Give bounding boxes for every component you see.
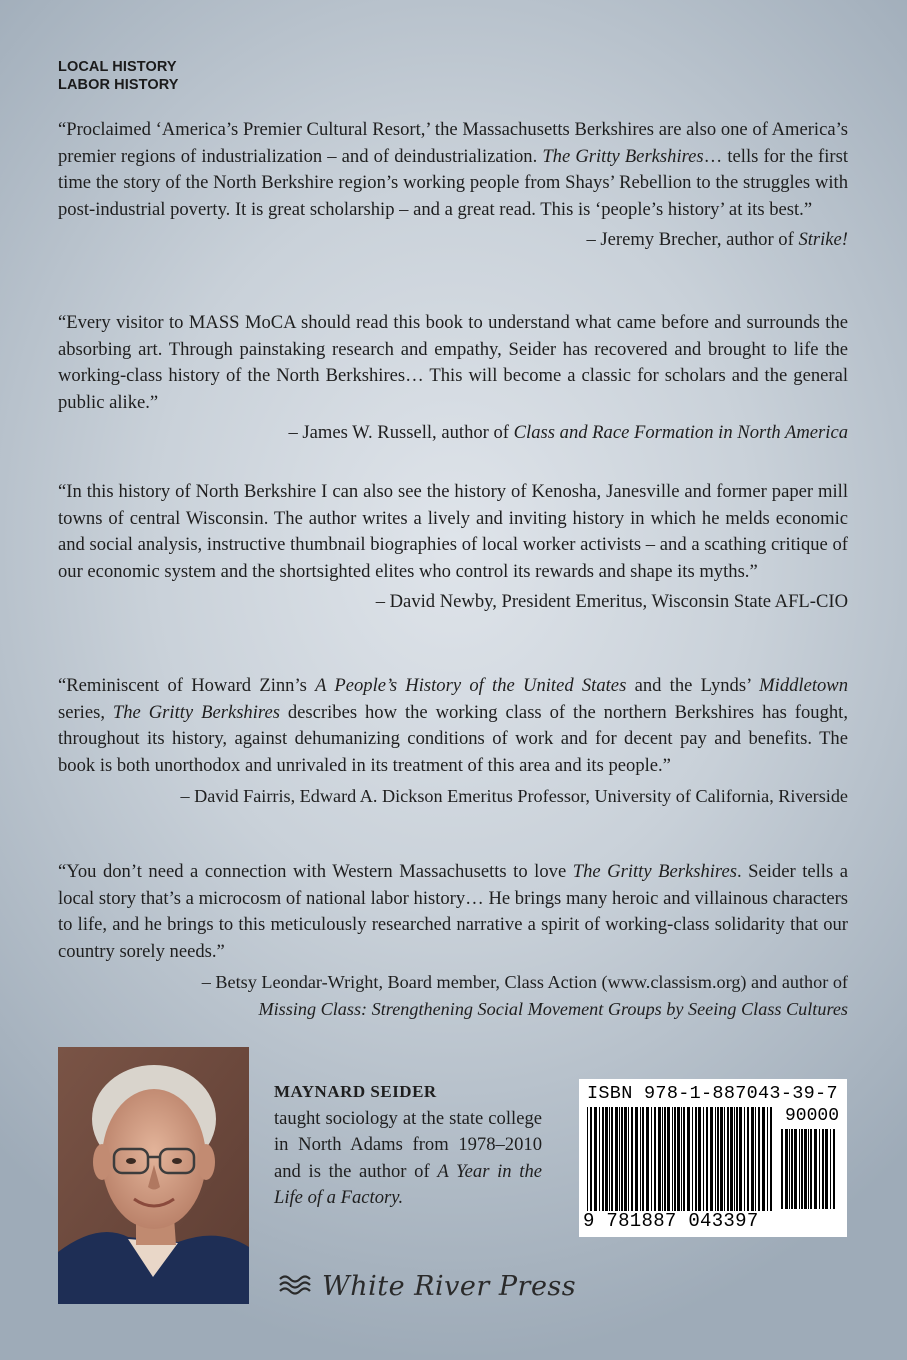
barcode-bar bbox=[747, 1107, 749, 1211]
blurb-attribution: – James W. Russell, author of Class and Race Formation in North America bbox=[288, 422, 848, 444]
barcode-bar bbox=[706, 1107, 708, 1211]
barcode-bar bbox=[635, 1107, 638, 1211]
ean-digits: 9 781887 043397 bbox=[583, 1210, 759, 1232]
barcode-bar bbox=[801, 1129, 803, 1209]
barcode-bar bbox=[590, 1107, 592, 1211]
barcode-bar bbox=[739, 1107, 742, 1211]
barcode-bar bbox=[599, 1107, 600, 1211]
price-barcode-bars bbox=[781, 1129, 839, 1229]
isbn-number: ISBN 978-1-887043-39-7 bbox=[587, 1083, 838, 1104]
barcode-bar bbox=[646, 1107, 649, 1211]
barcode-bar bbox=[730, 1107, 733, 1211]
barcode-bar bbox=[698, 1107, 701, 1211]
barcode-bar bbox=[814, 1129, 817, 1209]
blurb-russell bbox=[58, 310, 848, 447]
price-code: 90000 bbox=[784, 1106, 839, 1126]
barcode-bar bbox=[672, 1107, 673, 1211]
barcode-bar bbox=[762, 1107, 765, 1211]
barcode-bar bbox=[605, 1107, 608, 1211]
blurb-attribution-book: Missing Class: Strengthening Social Movement Groups by Seeing Class Cultures bbox=[258, 998, 848, 1019]
barcode-bar bbox=[662, 1107, 663, 1211]
publisher-name: White River Press bbox=[322, 1271, 577, 1302]
author-name: MAYNARD SEIDER bbox=[274, 1082, 437, 1101]
barcode-bar bbox=[674, 1107, 676, 1211]
barcode-bar bbox=[658, 1107, 661, 1211]
blurb-attribution: – Jeremy Brecher, author of Strike! bbox=[586, 229, 848, 251]
barcode-bar bbox=[587, 1107, 588, 1211]
barcode-bar bbox=[683, 1107, 685, 1211]
barcode-bar bbox=[770, 1107, 772, 1211]
barcode-bar bbox=[703, 1107, 704, 1211]
barcode-bar bbox=[681, 1107, 682, 1211]
blurb-text: “Every visitor to MASS MoCA should read this book to understand what came before and surrounds the absorbing art. Through painstaking research and empathy, Seider has recovered and brought to life the working-class history of the North Berkshires… This will become a classic for scholars and the general public alike.” bbox=[58, 312, 848, 413]
barcode-bar bbox=[785, 1129, 788, 1209]
barcode-bar bbox=[822, 1129, 824, 1209]
barcode-bar bbox=[727, 1107, 729, 1211]
barcode-bar bbox=[833, 1129, 835, 1209]
isbn-barcode bbox=[579, 1079, 847, 1237]
barcode-bar bbox=[624, 1107, 627, 1211]
waves-icon bbox=[278, 1273, 312, 1300]
blurb-attribution: – David Newby, President Emeritus, Wisconsin State AFL-CIO bbox=[375, 591, 848, 613]
barcode-bar bbox=[830, 1129, 831, 1209]
barcode-bar bbox=[781, 1129, 783, 1209]
barcode-bar bbox=[642, 1107, 644, 1211]
blurb-leondar-wright bbox=[58, 859, 848, 1023]
barcode-bar bbox=[710, 1107, 713, 1211]
blurb-attribution: – David Fairris, Edward A. Dickson Emeritus Professor, University of California, Riverside bbox=[180, 786, 848, 807]
author-photo bbox=[58, 1047, 249, 1304]
barcode-bar bbox=[651, 1107, 652, 1211]
barcode-bar bbox=[609, 1107, 610, 1211]
barcode-bar bbox=[715, 1107, 716, 1211]
barcode-bar bbox=[621, 1107, 623, 1211]
blurb-newby bbox=[58, 479, 848, 616]
barcode-bars bbox=[587, 1107, 773, 1211]
subject-categories bbox=[58, 58, 179, 94]
barcode-bar bbox=[611, 1107, 613, 1211]
barcode-bar bbox=[819, 1129, 820, 1209]
barcode-bar bbox=[695, 1107, 697, 1211]
barcode-bar bbox=[767, 1107, 768, 1211]
author-bio bbox=[274, 1079, 542, 1212]
barcode-bar bbox=[692, 1107, 693, 1211]
barcode-bar bbox=[594, 1107, 597, 1211]
barcode-bar bbox=[717, 1107, 719, 1211]
barcode-bar bbox=[602, 1107, 604, 1211]
barcode-bar bbox=[734, 1107, 735, 1211]
blurb-text: “Proclaimed ‘America’s Premier Cultural Resort,’ the Massachusetts Berkshires are also one of America’s premier regions of industrialization – and of deindustrialization. The Gritty Berkshires… tells for the first time the story of the North Berkshire region’s working people from Shays’ Rebellion to the struggles with post-industrial poverty. It is great scholarship – and a great read. This is ‘people’s history’ at its best.” bbox=[58, 119, 848, 220]
barcode-bar bbox=[736, 1107, 738, 1211]
blurb-text: “You don’t need a connection with Western Massachusetts to love The Gritty Berkshires. Seider tells a local story that’s a microcosm of national labor history… He brings many heroic and villainous characters to life, and he brings to this meticulously researched narrative a spirit of working-class solidarity that our country sorely needs.” bbox=[58, 861, 849, 962]
blurb-text: “In this history of North Berkshire I can also see the history of Kenosha, Janesville and former paper mill towns of central Wisconsin. The author writes a lively and inviting history in which he melds economic and social analysis, instructive thumbnail biographies of local worker activists – and a scathing critique of our economic system and the shortsighted elites who control its rewards and shape its myths.” bbox=[58, 481, 848, 582]
barcode-bar bbox=[799, 1129, 800, 1209]
blurb-text: “Reminiscent of Howard Zinn’s A People’s History of the United States and the Lynds’ Middletown series, The Gritty Berkshires describes how the working class of the northern Berkshires has fought, throughout its history, against dehumanizing conditions of work and for decent pay and benefits. The book is both unorthodox and unrivaled in its treatment of this area and its people.” bbox=[58, 675, 849, 776]
barcode-bar bbox=[825, 1129, 828, 1209]
barcode-bar bbox=[720, 1107, 723, 1211]
barcode-bar bbox=[758, 1107, 760, 1211]
barcode-bar bbox=[619, 1107, 620, 1211]
author-portrait-illustration bbox=[58, 1047, 249, 1304]
blurb-brecher bbox=[58, 117, 848, 254]
publisher-logo bbox=[278, 1271, 576, 1302]
blurb-fairris bbox=[58, 673, 848, 810]
barcode-bar bbox=[751, 1107, 754, 1211]
barcode-bar bbox=[615, 1107, 618, 1211]
barcode-bar bbox=[667, 1107, 670, 1211]
barcode-bar bbox=[631, 1107, 633, 1211]
barcode-bar bbox=[791, 1129, 793, 1209]
barcode-bar bbox=[677, 1107, 680, 1211]
barcode-bar bbox=[804, 1129, 807, 1209]
barcode-bar bbox=[744, 1107, 745, 1211]
barcode-bar bbox=[808, 1129, 809, 1209]
barcode-bar bbox=[724, 1107, 725, 1211]
barcode-bar bbox=[755, 1107, 756, 1211]
author-bio-text: taught sociology at the state college in North Adams from 1978–2010 and is the author of A Year in the Life of a Factory. bbox=[274, 1107, 542, 1208]
barcode-bar bbox=[810, 1129, 812, 1209]
barcode-bar bbox=[640, 1107, 641, 1211]
category-labor-history: LABOR HISTORY bbox=[58, 77, 179, 93]
barcode-bar bbox=[687, 1107, 690, 1211]
blurb-attribution: – Betsy Leondar-Wright, Board member, Class Action (www.classism.org) and author of bbox=[201, 972, 848, 993]
barcode-bar bbox=[794, 1129, 797, 1209]
barcode-bar bbox=[664, 1107, 666, 1211]
category-local-history: LOCAL HISTORY bbox=[58, 59, 177, 75]
barcode-bar bbox=[654, 1107, 656, 1211]
barcode-bar bbox=[789, 1129, 790, 1209]
barcode-bar bbox=[628, 1107, 629, 1211]
